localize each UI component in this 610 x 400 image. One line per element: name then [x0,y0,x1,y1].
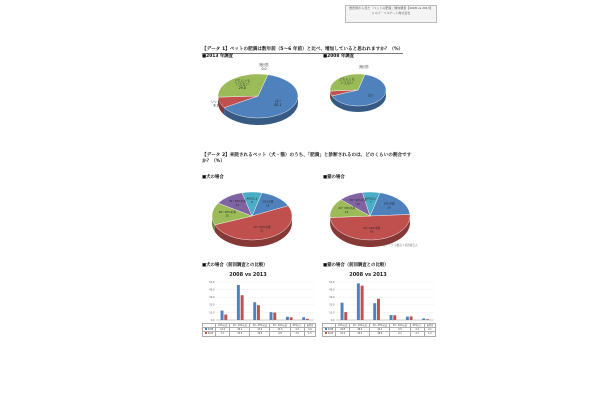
section2-title-line1: 【データ 2】来院されるペット（犬・猫）のうち、「肥満」と診断されるのは、どのくらいの割合です [202,153,412,158]
table-row [323,328,436,332]
header-line-1: 獣医師から見た「ペットの肥満」傾向調査【2008 vs 2013】 [349,6,433,10]
bar-2008 [390,315,393,320]
section1-title: 【データ 1】ペットの肥満は数年前（5～6 年前）と比べ、増加していると思われますか？（%） [202,47,404,52]
table-cell: 4.4 [410,328,424,332]
cat-compare-table [322,323,436,337]
pie-label: 10%未満 20 [383,202,395,210]
pie-q2-cat [322,182,422,252]
bar-2013 [290,317,293,320]
bar-2013 [257,305,260,320]
bar-2013 [377,299,380,320]
bar-2013 [393,315,396,320]
pie-q1-2013 [200,60,320,140]
bar-2013 [224,315,227,320]
pie-label: 20～30%未満 15 [218,210,236,218]
bar-2008 [341,303,344,320]
bar-2013 [241,295,244,320]
series-name-cell: 2013 [323,332,336,336]
label-cat-compare: ■猫の場合（前回調査との比較） [323,263,389,268]
table-cell: 1.5 [304,332,315,336]
bar-2008 [237,285,240,320]
table-row [323,332,436,336]
table-cell: 3.6 [304,328,315,332]
label-cat: ■猫の場合 [323,175,345,180]
table-header-cell: 30～40%未満 [270,324,290,328]
y-tick-label: 0.0 [330,318,335,322]
cat-compare-title: 2008 vs 2013 [349,272,387,278]
bar-2008 [253,302,256,320]
table-cell: 12.4 [216,328,230,332]
table-cell: 22.1 [370,328,390,332]
table-cell: 7.1 [216,332,230,336]
pie-label: 10～20%未満 50 [363,227,381,234]
y-tick-label: 50.0 [329,280,335,284]
document-header-box [345,5,437,23]
pie-label: どちらともいえない 29.8 [234,78,251,91]
bar-2008 [302,317,305,320]
table-cell: 4.2 [290,328,304,332]
bar-2008 [357,283,360,320]
table-header-cell: 10%未満 [336,324,350,328]
pie-label: 40%以上 7 [365,197,377,204]
bar-2013 [426,319,429,320]
pie-note: 全グラフ 小数点１位四捨五入 [383,244,418,247]
table-header-cell: 40%以上 [410,324,424,328]
table-cell: 19.5 [250,332,270,336]
pie-label: 30～40%未満 10 [349,199,367,206]
section2-title-line2: か？（%） [202,159,225,164]
pie-label: いいえ 8.1 [211,99,221,108]
series-name-cell: 2008 [203,328,216,332]
y-tick-label: 50.0 [209,280,215,284]
pie-label: 30～40%未満 12 [228,200,246,207]
pie-q2-dog [204,182,304,252]
table-cell: 48.2 [350,328,370,332]
bar-2008 [221,311,224,320]
pie-q1-2008 [318,60,398,122]
table-header-cell: 40%以上 [290,324,304,328]
table-header-cell: 10～20%未満 [350,324,370,328]
bar-cat-compare [322,279,436,323]
y-tick-label: 0.0 [210,318,215,322]
y-tick-label: 30.0 [209,296,215,300]
table-cell: 28.0 [370,332,390,336]
dog-compare-table [202,323,316,337]
table-cell: 10.4 [336,332,350,336]
table-cell: 3.5 [290,332,304,336]
label-dog-compare: ■犬の場合（前回調査との比較） [202,263,268,268]
y-tick-label: 40.0 [209,288,215,292]
table-cell: 6.2 [390,332,410,336]
bar-2013 [410,316,413,320]
table-row [203,328,316,332]
table-cell: 23.4 [250,328,270,332]
table-cell: 6.5 [390,328,410,332]
series-name-cell: 2008 [323,328,336,332]
table-cell: 46.1 [230,328,250,332]
table-cell: 22.8 [336,328,350,332]
table-header-cell: 10%未満 [216,324,230,328]
pie-label: 10～20%未満 51 [253,225,271,233]
table-cell: 32.6 [230,332,250,336]
table-cell: 1.0 [424,332,435,336]
table-header-cell: 無回答 [424,324,435,328]
table-header-cell: 30～40%未満 [390,324,410,328]
pie-label: 20～30%未満 13 [338,207,356,214]
table-header-cell: 無回答 [304,324,315,328]
y-tick-label: 10.0 [329,311,335,315]
document-page [190,0,448,400]
y-tick-label: 20.0 [329,303,335,307]
table-cell: 9.8 [270,332,290,336]
dog-compare-title: 2008 vs 2013 [229,272,267,278]
bar-2013 [361,286,364,320]
pie-label: 無回答 0.0 [259,63,269,71]
pie-label: 10%未満 14 [262,200,274,208]
bar-2013 [306,319,309,320]
table-header-cell: 20～30%未満 [250,324,270,328]
label-2008-survey: ■2008 年調査 [323,54,355,59]
bar-2008 [406,317,409,320]
header-line-2: ヒルズ・コルゲート株式会社 [371,11,411,15]
y-tick-label: 30.0 [329,296,335,300]
pie-label: 無回答 [359,65,369,69]
bar-2008 [286,317,289,320]
pie-label: はい [367,93,375,98]
y-tick-label: 10.0 [209,311,215,315]
table-row [203,332,316,336]
label-2013-survey: ■2013 年調査 [202,54,234,59]
table-cell: 4.7 [410,332,424,336]
y-tick-label: 20.0 [209,303,215,307]
pie-label: 40%以上 8 [246,197,258,204]
label-dog: ■犬の場合 [202,175,224,180]
series-name-cell: 2013 [203,332,216,336]
table-header-cell: 10～20%未満 [230,324,250,328]
bar-dog-compare [202,279,316,323]
table-cell: 45.2 [350,332,370,336]
bar-2013 [273,313,276,320]
table-header-cell: 20～30%未満 [370,324,390,328]
bar-2008 [270,312,273,320]
table-cell: 2.1 [424,328,435,332]
bar-2013 [344,312,347,320]
table-cell: 10.3 [270,328,290,332]
bar-2008 [373,303,376,320]
pie-label: どちらともいえない [338,77,355,86]
pie-label: はい 62.1 [274,99,282,107]
bar-2008 [422,318,425,320]
y-tick-label: 40.0 [329,288,335,292]
